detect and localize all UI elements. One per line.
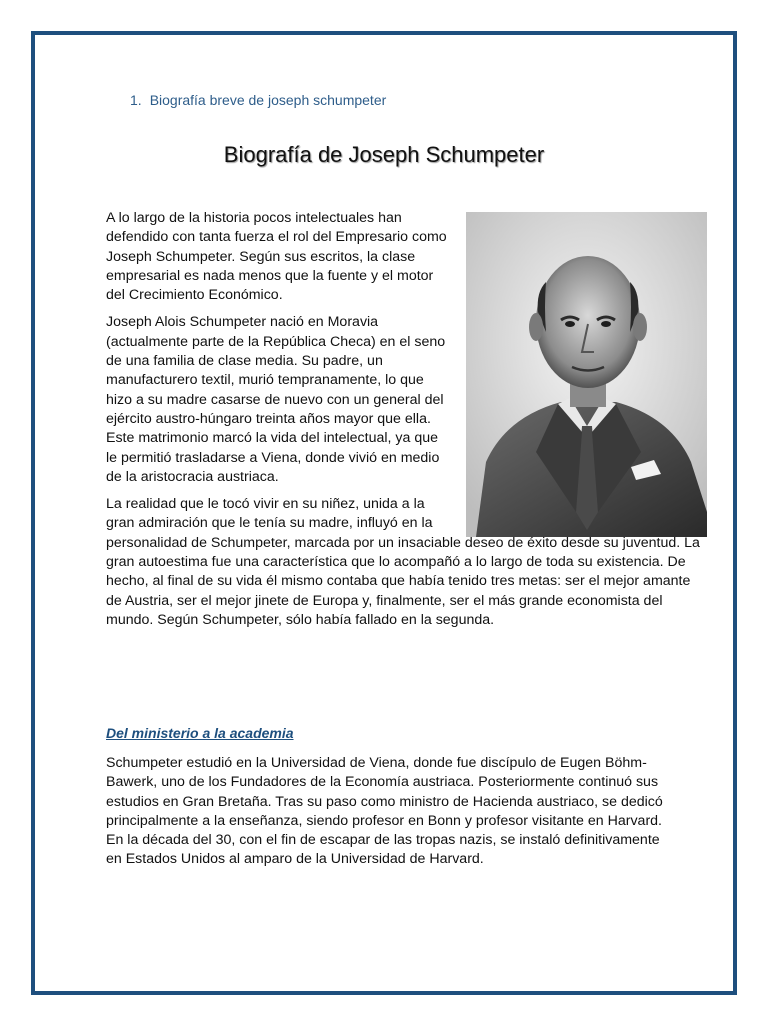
paragraph-4: Schumpeter estudió en la Universidad de Viena, donde fue discípulo de Eugen Böhm-Bawerk, uno de los Fundadores de la Economía austriaca. Posteriormente continuó sus estudios en Gran Bretaña. Tras su paso como ministro de Hacienda austriaco, se dedicó principalmente a la enseñanza, siendo profesor en Bonn y profesor visitante en Harvard. En la década del 30, con el fin de escapar de las tropas nazis, se instaló definitivamente en Estados Unidos al amparo de la Universidad de Harvard.	[106, 755, 663, 868]
page-title: Biografía de Joseph Schumpeter	[223, 142, 545, 167]
intro-text	[106, 209, 706, 638]
paragraph-3: La realidad que le tocó vivir en su niñez, unida a la gran admiración que le tenía su madre, influyó en la personalidad de Schumpeter, marcada por un insaciable deseo de éxito desde su juventud. La gran autoestima fue una característica que lo acompañó a lo largo de toda su existencia. De hecho, al final de su vida él mismo contaba que había tenido tres metas: ser el mejor amante de Austria, ser el mejor jinete de Europa y, finalmente, ser el más grande economista del mundo. Según Schumpeter, sólo había fallado en la segunda.	[106, 496, 700, 628]
section-2-text	[106, 754, 666, 870]
paragraph-1: A lo largo de la historia pocos intelectuales han defendido con tanta fuerza el rol del Empresario como Joseph Schumpeter. Según sus escritos, la clase empresarial es nada menos que la fuente y el motor del Crecimiento Económico.	[106, 210, 447, 304]
list-heading-text: Biografía breve de joseph schumpeter	[149, 92, 387, 108]
list-number: 1.	[130, 92, 142, 108]
paragraph-2: Joseph Alois Schumpeter nació en Moravia (actualmente parte de la República Checa) en el seno de una familia de clase media. Su padre, un manufacturero textil, murió tempranamente, lo que hizo a su madre casarse de nuevo con un general del ejército austro-húngaro treinta años mayor que ella. Este matrimonio marcó la vida del intelectual, ya que le permitió trasladarse a Viena, donde vivió en medio de la aristocracia austriaca.	[106, 314, 446, 485]
section-subheading: Del ministerio a la academia	[106, 725, 294, 741]
numbered-list-item	[130, 92, 386, 108]
photo-spacer	[448, 209, 706, 529]
